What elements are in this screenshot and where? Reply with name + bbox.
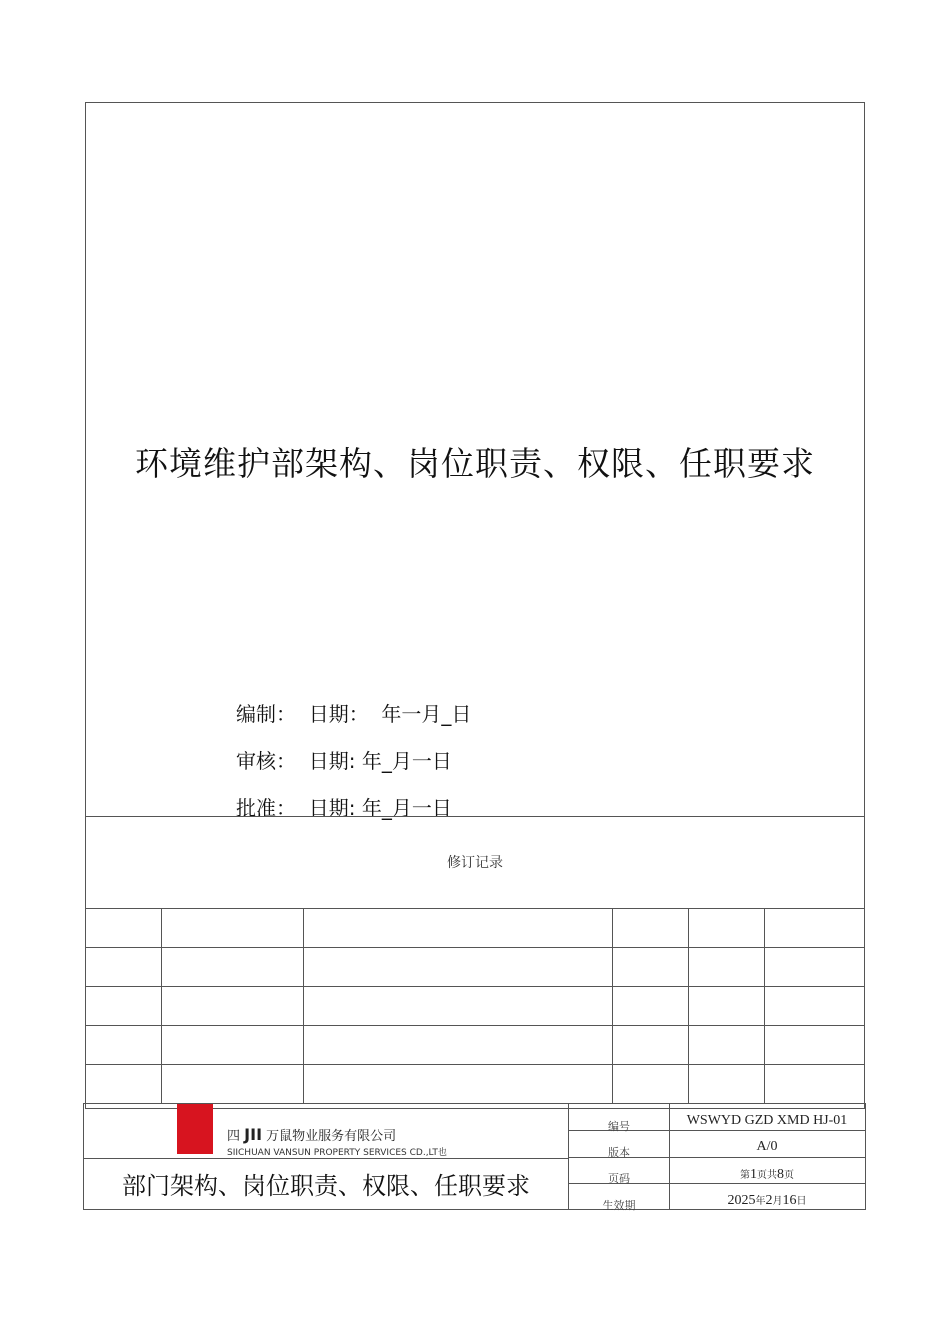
signature-compiled (236, 698, 471, 727)
document-title: 环境维护部架构、岗位职责、权限、任职要求 (135, 444, 815, 483)
page-total: 8 (777, 1167, 784, 1182)
date-month-unit: 月 (772, 1196, 783, 1207)
date-year-unit: 年 (755, 1196, 766, 1207)
revision-column-line (303, 908, 304, 1104)
company-name (227, 1125, 396, 1144)
revision-row-line (85, 1025, 865, 1026)
revision-title: 修订记录 (447, 855, 503, 871)
effective-date-label: 生效期 (602, 1199, 636, 1212)
effective-date-value (669, 1192, 865, 1209)
revision-row-line (85, 1064, 865, 1065)
revision-row-line (85, 908, 865, 909)
company-logo-bar (177, 1104, 213, 1154)
signature-date: 日期： 年一月_日 (308, 702, 472, 726)
date-year: 2025 (727, 1193, 756, 1208)
revision-top-border (85, 816, 865, 817)
signature-role: 批准： (236, 796, 296, 820)
revision-row-line (85, 986, 865, 987)
signature-role: 审核： (236, 749, 296, 773)
revision-column-line (612, 908, 613, 1104)
date-day-unit: 日 (796, 1196, 807, 1207)
page-current: 1 (750, 1167, 757, 1182)
footer-divider (84, 1158, 568, 1159)
revision-column-line (764, 908, 765, 1104)
company-prefix: 四 (227, 1129, 241, 1144)
revision-row-line (85, 947, 865, 948)
company-mark: JII (244, 1125, 263, 1144)
page-label: 页码 (608, 1172, 630, 1185)
page-value (669, 1166, 865, 1183)
company-name-text: 万鼠物业服务有限公司 (266, 1129, 397, 1144)
version-value: A/0 (756, 1139, 778, 1154)
code-value: WSWYD GZD XMD HJ-01 (686, 1113, 848, 1128)
version-label: 版本 (608, 1146, 630, 1159)
date-month: 2 (765, 1193, 773, 1208)
signature-date: 日期: 年_月一日 (308, 749, 452, 773)
signature-role: 编制： (236, 702, 296, 726)
code-label: 编号 (608, 1120, 630, 1133)
date-day: 16 (782, 1193, 797, 1208)
footer-document-title: 部门架构、岗位职责、权限、任职要求 (122, 1172, 530, 1200)
revision-column-line (688, 908, 689, 1104)
revision-column-line (161, 908, 162, 1104)
signature-date: 日期: 年_月一日 (308, 796, 452, 820)
page-mid: 页共 (757, 1170, 777, 1181)
cover-frame (85, 102, 865, 1109)
company-name-english: SIICHUAN VANSUN PROPERTY SERVICES CD.,LT也 (227, 1148, 447, 1158)
document-footer (83, 1103, 866, 1210)
page-prefix: 第 (740, 1170, 750, 1181)
page-suffix: 页 (784, 1170, 794, 1181)
signature-reviewed (236, 745, 452, 774)
